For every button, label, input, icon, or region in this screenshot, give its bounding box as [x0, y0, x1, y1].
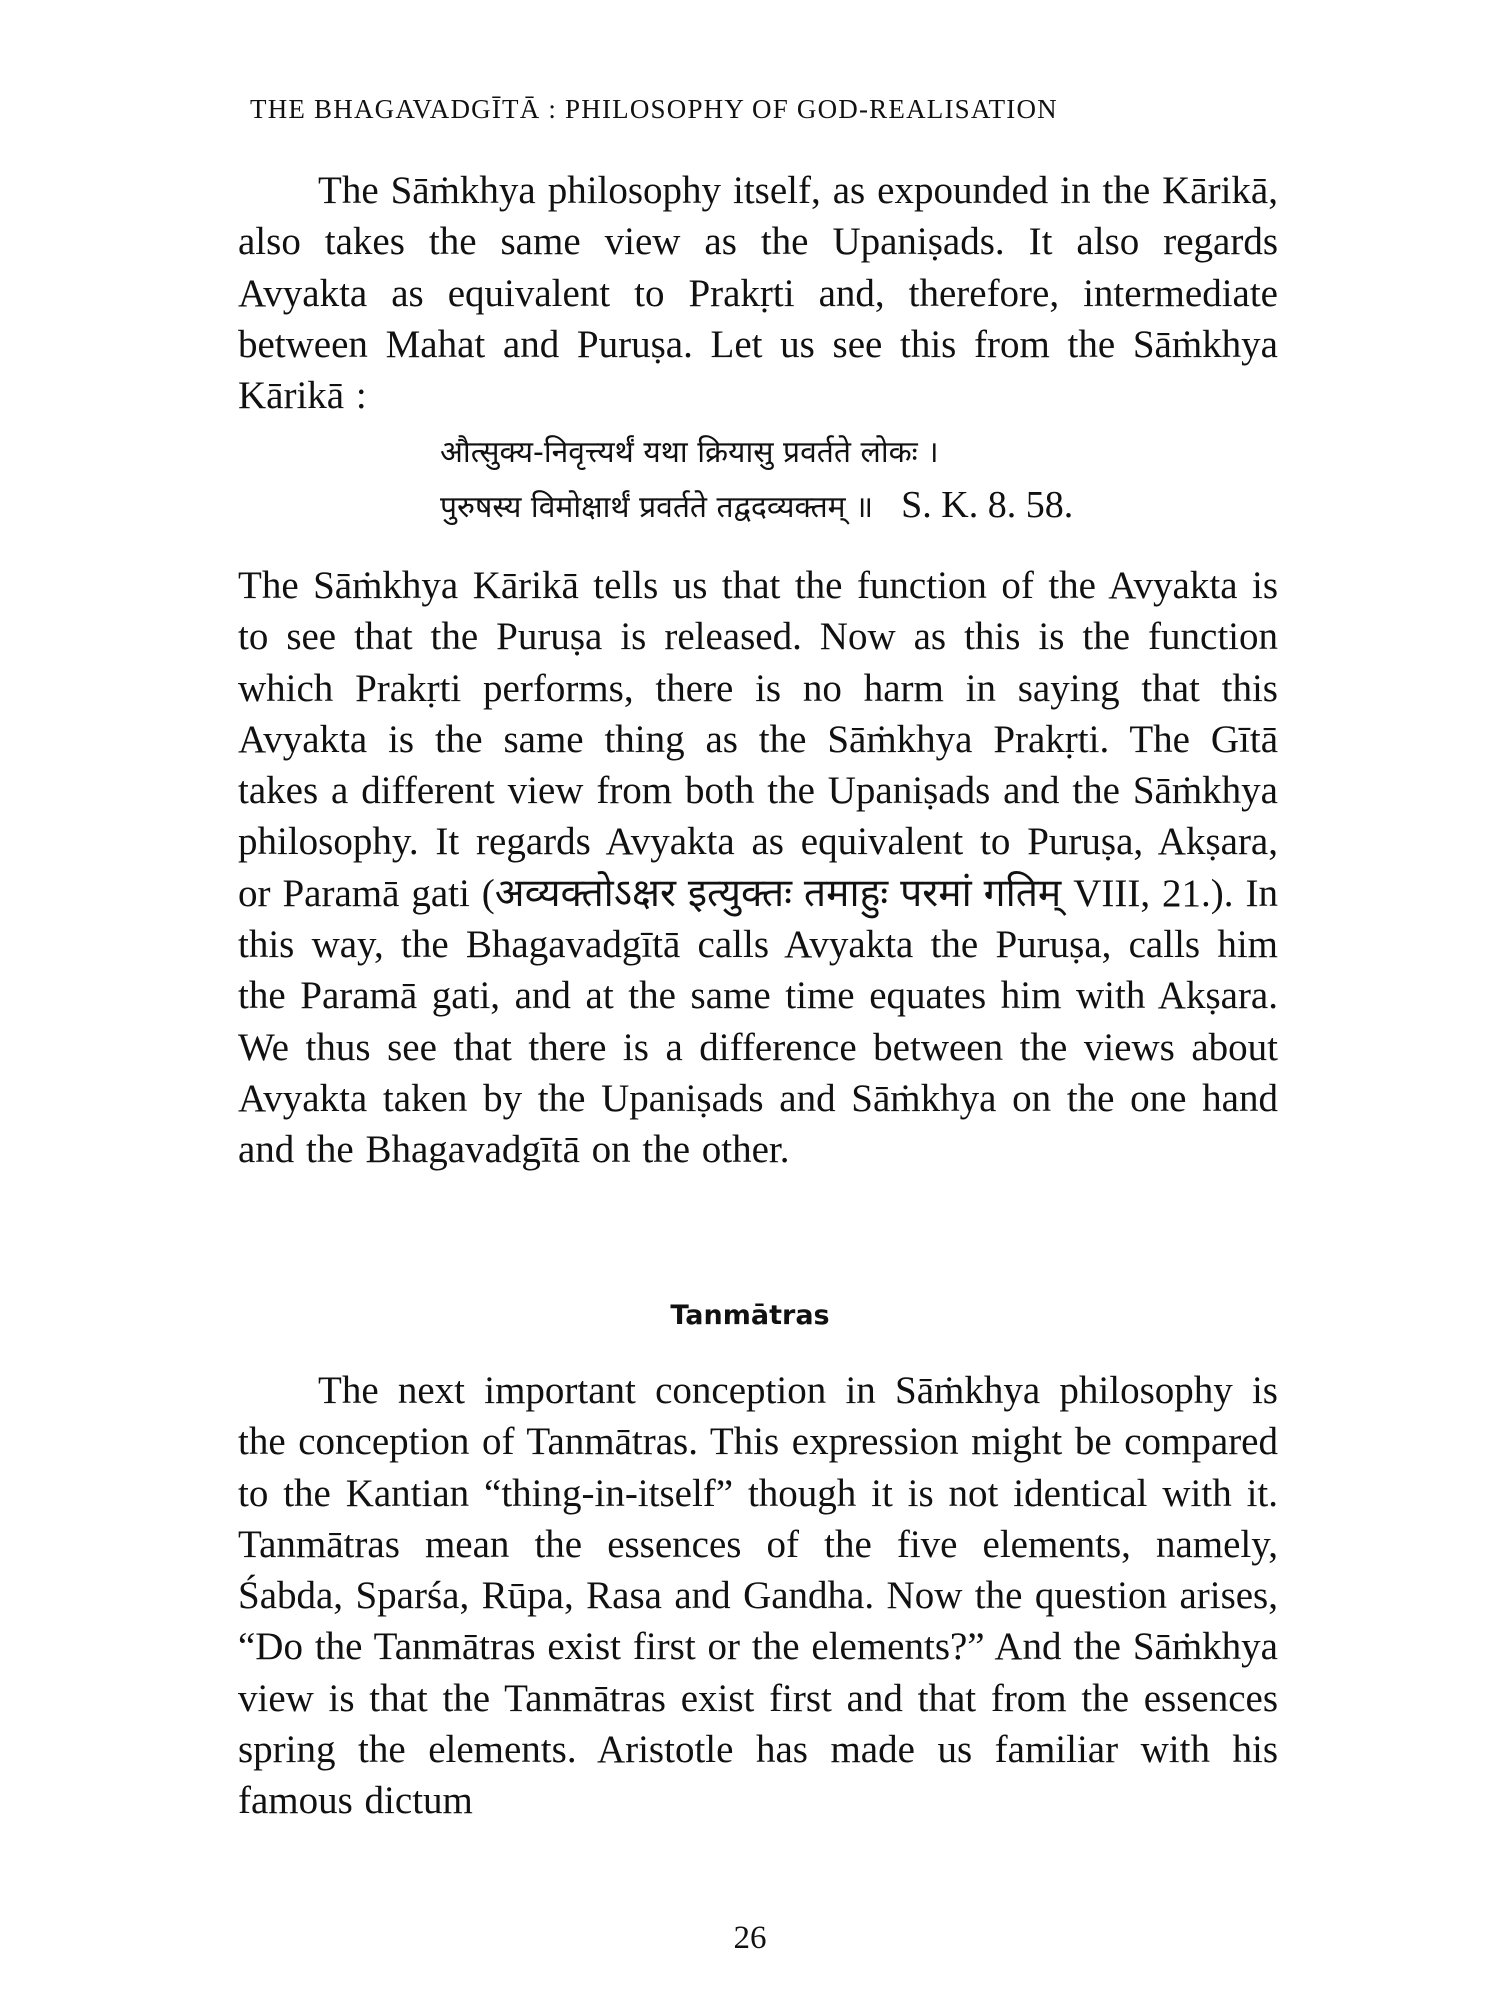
verse-line-2-row: [440, 479, 1260, 534]
verse-reference: S. K. 8. 58.: [901, 484, 1074, 526]
paragraph-avyakta: The Sāṁkhya Kārikā tells us that the function of the Avyakta is to see that the Puruṣa is released. Now as this is the function which Prakṛti performs, there is no harm in saying that this Avyakta is the same thing as the Sāṁkhya Prakṛti. The Gītā takes a different view from both the Upaniṣads and the Sāṁkhya philosophy. It regards Avyakta as equivalent to Puruṣa, Akṣara, or Paramā gati (अव्यक्तोऽक्षर इत्युक्तः तमाहुः परमां गतिम् VIII, 21.). In this way, the Bhagavadgītā calls Avyakta the Puruṣa, calls him the Paramā gati, and at the same time equates him with Akṣara. We thus see that there is a difference between the views about Avyakta taken by the Upaniṣads and Sāṁkhya on the one hand and the Bhagavadgītā on the other.: [238, 564, 1278, 1172]
section-heading: Tanmātras: [670, 1300, 830, 1331]
verse-line-1: औत्सुक्य-निवृत्त्यर्थं यथा क्रियासु प्रवर्तते लोकः ।: [440, 435, 939, 470]
verse-line-2: पुरुषस्य विमोक्षार्थं प्रवर्तते तद्वदव्यक्तम् ॥: [440, 490, 874, 525]
running-head: THE BHAGAVADGĪTĀ : PHILOSOPHY OF GOD-REALISATION: [250, 94, 1058, 124]
sanskrit-verse: [440, 427, 1260, 534]
paragraph-samkhya-karika: The Sāṁkhya philosophy itself, as expounded in the Kārikā, also takes the same view as the Upaniṣads. It also regards Avyakta as equivalent to Prakṛti and, therefore, intermediate between Mahat and Puruṣa. Let us see this from the Sāṁkhya Kārikā :: [238, 169, 1278, 418]
page-number: 26: [733, 1920, 767, 1956]
paragraph-tanmatras: The next important conception in Sāṁkhya philosophy is the conception of Tanmātras. This expression might be compared to the Kantian “thing-in-itself” though it is not identical with it. Tanmātras mean the essences of the five elements, namely, Śabda, Sparśa, Rūpa, Rasa and Gandha. Now the question arises, “Do the Tanmātras exist first or the elements?” And the Sāṁkhya view is that the Tanmātras exist first and that from the essences spring the elements. Aristotle has made us familiar with his famous dictum: [238, 1369, 1278, 1823]
